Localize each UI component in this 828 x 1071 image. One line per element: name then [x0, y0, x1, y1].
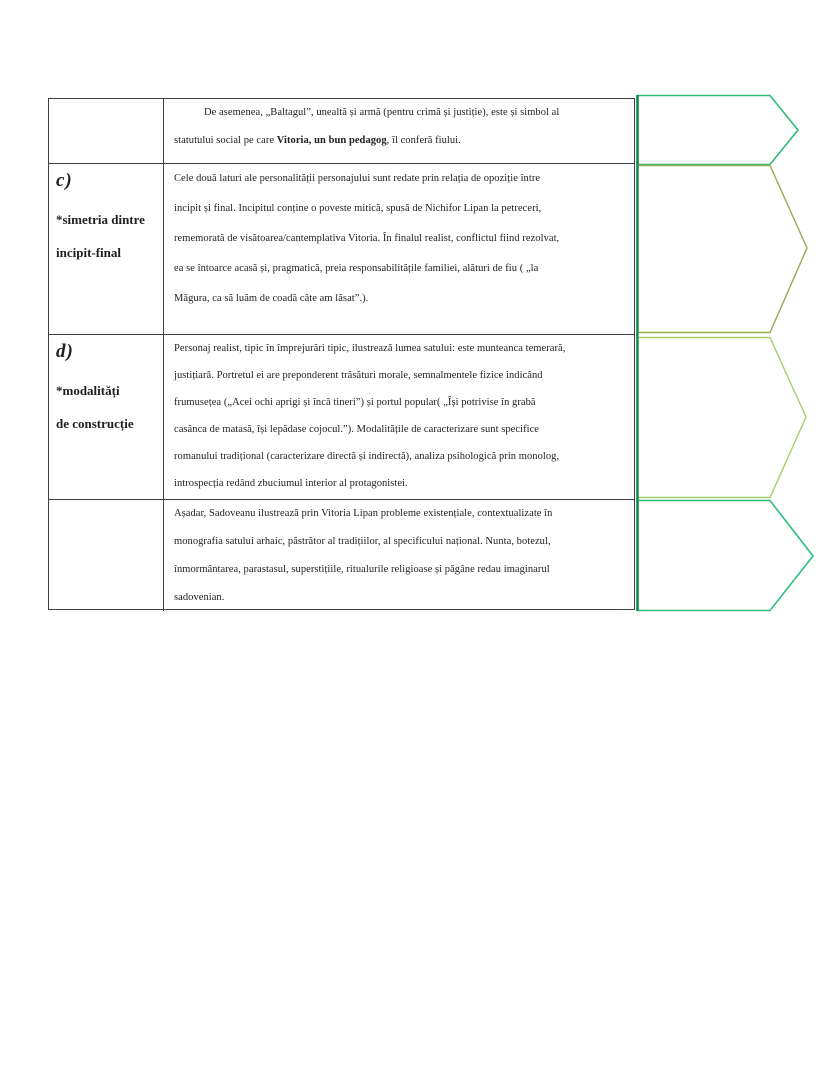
text-line: De asemenea, „Baltagul”, unealtă și armă (pentru crimă și justiție), este și simbol al: [204, 107, 560, 118]
chevron-arrow-3[interactable]: [638, 338, 806, 498]
chevron-arrow-4[interactable]: [638, 501, 813, 611]
analysis-table: [48, 98, 635, 610]
table-cell-label-empty-2[interactable]: [49, 500, 164, 611]
table-cell-label-c[interactable]: [49, 164, 164, 335]
text-line: Măgura, ca să luăm de coadă câte am lăsat”.).: [174, 293, 369, 304]
label-de-constructie: de construcție: [56, 416, 134, 431]
text-line: Personaj realist, tipic în împrejurări tipic, ilustrează lumea satului: este munteanca temerară,: [174, 343, 566, 354]
table-cell-text-baltagul[interactable]: [164, 99, 634, 164]
text-line: introspecția redând zbuciumul interior al protagonistei.: [174, 478, 408, 489]
text-line: statutului social pe care Vitoria, un bun pedagog, îl conferă fiului.: [174, 135, 461, 146]
label-letter-c: c): [56, 170, 73, 191]
text-line: romanului tradițional (caracterizare directă și indirectă), analiza psihologică prin monolog,: [174, 451, 560, 462]
text-line: frumusețea („Acei ochi aprigi și încă tineri”) și portul popular( „Își potrivise în grabă: [174, 397, 536, 408]
text-line: sadovenian.: [174, 592, 225, 603]
label-letter-d: d): [56, 341, 74, 362]
bold-phrase: Vitoria, un bun pedagog: [276, 135, 387, 146]
table-cell-text-concluzie[interactable]: [164, 500, 634, 611]
text-line: rememorată de visătoarea/cantemplativa Vitoria. În finalul realist, conflictul fiind rezolvat,: [174, 233, 560, 244]
table-cell-text-modalitati[interactable]: [164, 335, 634, 500]
text-line: incipit și final. Incipitul conține o poveste mitică, spusă de Nichifor Lipan la petreceri,: [174, 203, 542, 214]
label-incipit-final: incipit-final: [56, 245, 122, 260]
chevron-arrow-1[interactable]: [638, 96, 798, 165]
text-line: justițiară. Portretul ei are preponderent trăsături morale, semnalmentele fizice indicând: [174, 370, 543, 381]
table-cell-text-simetrie[interactable]: [164, 164, 634, 335]
chevron-shapes-layer: [636, 94, 822, 616]
text-line: înmormântarea, parastasul, superstițiile, ritualurile religioase și păgâne redau imaginarul: [174, 564, 550, 575]
label-simetria: *simetria dintre: [56, 212, 145, 227]
label-modalitati: *modalități: [56, 383, 120, 398]
text-line: Cele două laturi ale personalității personajului sunt redate prin relația de opoziție între: [174, 173, 541, 184]
table-cell-label-d[interactable]: [49, 335, 164, 500]
text-line: Așadar, Sadoveanu ilustrează prin Vitoria Lipan probleme existențiale, contextualizate în: [174, 508, 553, 519]
text-line: ea se întoarce acasă și, pragmatică, preia responsabilitățile familiei, alături de fiu ( „la: [174, 263, 539, 274]
text-line: monografia satului arhaic, păstrător al tradițiilor, al specificului național. Nunta, botezul,: [174, 536, 551, 547]
table-cell-label-empty-1[interactable]: [49, 99, 164, 164]
chevron-arrow-2[interactable]: [638, 166, 807, 333]
text-line: casânca de matasă, își lepădase cojocul.”). Modalitățile de caracterizare sunt specifice: [174, 424, 540, 435]
